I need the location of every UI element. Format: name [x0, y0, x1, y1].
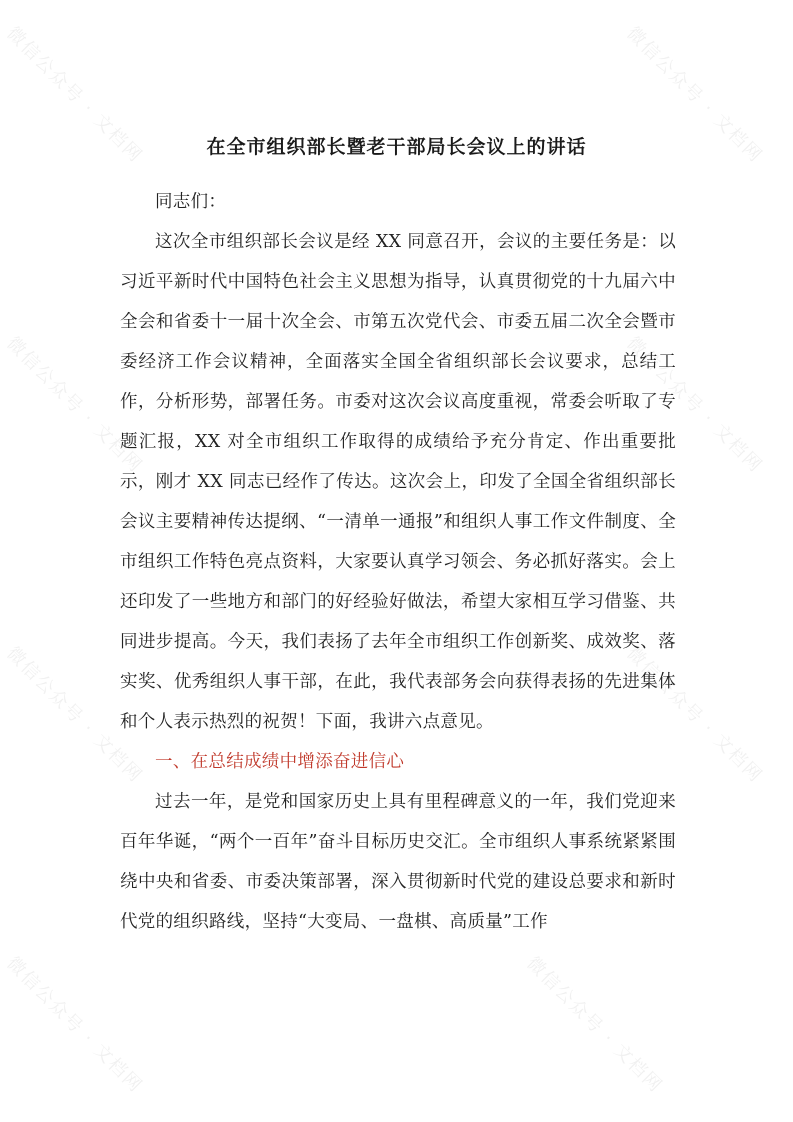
watermark: 微信公众号 · 文档网 — [622, 22, 767, 168]
watermark: 微信公众号 · 文档网 — [522, 952, 667, 1098]
paragraph: 过去一年，是党和国家历史上具有里程碑意义的一年，我们党迎来百年华诞，“两个一百年”奋斗目标历史交汇。全市组织人事系统紧紧围绕中央和省委、市委决策部署，深入贯彻新时代党的建设总要求和新时代党的组织路线，坚持“大变局、一盘棋、高质量”工作 — [120, 792, 676, 932]
section-heading: 一、在总结成绩中增添奋进信心 — [155, 752, 405, 772]
paragraph: 这次全市组织部长会议是经 XX 同意召开，会议的主要任务是：以习近平新时代中国特色社会主义思想为指导，认真贯彻党的十九届六中全会和省委十一届十次全会、市第五次党代会、市委五届二次全会暨市委经济工作会议精神，全面落实全国全省组织部长会议要求，总结工作，分析形势，部署任务。市委对这次会议高度重视，常委会听取了专题汇报，XX 对全市组织工作取得的成绩给予充分肯定、作出重要批示，刚才 XX 同志已经作了传达。这次会上，印发了全国全省组织部长会议主要精神传达提纲、“一清单一通报”和组织人事工作文件制度、全市组织工作特色亮点资料，大家要认真学习领会、务必抓好落实。会上还印发了一些地方和部门的好经验好做法，希望大家相互学习借鉴、共同进步提高。今天，我们表扬了去年全市组织工作创新奖、成效奖、落实奖、优秀组织人事干部，在此，我代表部务会向获得表扬的先进集体和个人表示热烈的祝贺！下面，我讲六点意见。 — [120, 232, 676, 732]
watermark: 微信公众号 · 文档网 — [2, 22, 147, 168]
watermark: 微信公众号 · 文档网 — [2, 332, 147, 478]
document-title: 在全市组织部长暨老干部局长会议上的讲话 — [206, 136, 587, 158]
watermark: 微信公众号 · 文档网 — [622, 642, 767, 788]
document-body — [120, 182, 676, 942]
watermark: 微信公众号 · 文档网 — [2, 952, 147, 1098]
salutation: 同志们： — [155, 192, 227, 212]
watermark: 微信公众号 · 文档网 — [2, 642, 147, 788]
watermark: 微信公众号 · 文档网 — [622, 332, 767, 478]
